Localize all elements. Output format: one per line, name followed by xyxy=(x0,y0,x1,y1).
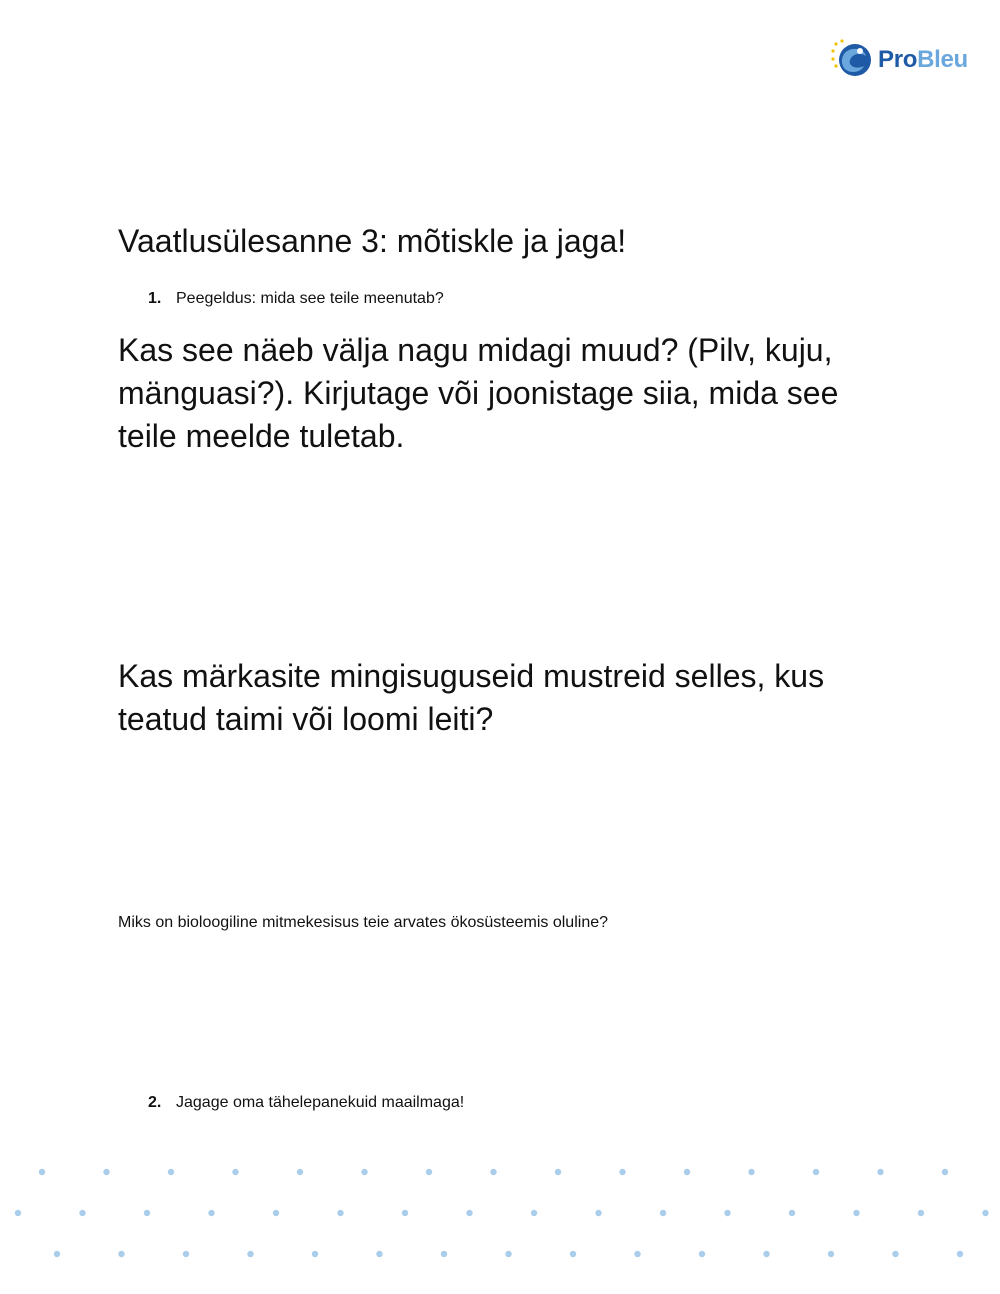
decorative-dot xyxy=(183,1251,189,1257)
decorative-dot xyxy=(232,1169,238,1175)
decorative-dot xyxy=(748,1169,754,1175)
decorative-dot xyxy=(426,1169,432,1175)
decorative-dot xyxy=(273,1210,279,1216)
logo-wordmark xyxy=(878,48,968,72)
list-item-reflection xyxy=(148,289,444,308)
decorative-dot xyxy=(555,1169,561,1175)
decorative-dot xyxy=(699,1251,705,1257)
decorative-dot xyxy=(376,1251,382,1257)
decorative-dot xyxy=(505,1251,511,1257)
decorative-dot xyxy=(103,1169,109,1175)
decorative-dot xyxy=(79,1210,85,1216)
list-item-share xyxy=(148,1093,464,1112)
decorative-dot xyxy=(813,1169,819,1175)
list-number: 2. xyxy=(148,1094,162,1111)
decorative-dot xyxy=(789,1210,795,1216)
decorative-dot xyxy=(118,1251,124,1257)
decorative-dot xyxy=(660,1210,666,1216)
decorative-dot xyxy=(570,1251,576,1257)
decorative-dot xyxy=(684,1169,690,1175)
question-looks-like: Kas see näeb välja nagu midagi muud? (Pilv, kuju, mänguasi?). Kirjutage või joonistage siia, mida see teile meelde tuletab. xyxy=(118,332,839,454)
decorative-dot xyxy=(54,1251,60,1257)
decorative-dot xyxy=(297,1169,303,1175)
decorative-dot xyxy=(619,1169,625,1175)
decorative-dot xyxy=(208,1210,214,1216)
list-number: 1. xyxy=(148,290,162,307)
decorative-dot-pattern xyxy=(0,1150,1000,1280)
decorative-dot xyxy=(877,1169,883,1175)
question-patterns: Kas märkasite mingisuguseid mustreid selles, kus teatud taimi või loomi leiti? xyxy=(118,658,825,737)
decorative-dot xyxy=(763,1251,769,1257)
decorative-dot xyxy=(466,1210,472,1216)
decorative-dot xyxy=(312,1251,318,1257)
decorative-dot xyxy=(337,1210,343,1216)
logo-bleu-text: Bleu xyxy=(917,46,968,73)
decorative-dot xyxy=(441,1251,447,1257)
page-title: Vaatlusülesanne 3: mõtiskle ja jaga! xyxy=(118,223,627,259)
decorative-dot xyxy=(918,1210,924,1216)
decorative-dot xyxy=(892,1251,898,1257)
decorative-dot xyxy=(595,1210,601,1216)
logo-pro-text: Pro xyxy=(878,46,918,73)
decorative-dot xyxy=(531,1210,537,1216)
decorative-dot xyxy=(168,1169,174,1175)
list-item-text: Jagage oma tähelepanekuid maailmaga! xyxy=(176,1094,465,1111)
decorative-dot xyxy=(361,1169,367,1175)
decorative-dot xyxy=(634,1251,640,1257)
decorative-dot xyxy=(15,1210,21,1216)
decorative-dot xyxy=(724,1210,730,1216)
decorative-dot xyxy=(247,1251,253,1257)
decorative-dot xyxy=(828,1251,834,1257)
list-item-text: Peegeldus: mida see teile meenutab? xyxy=(176,290,444,307)
decorative-dot xyxy=(490,1169,496,1175)
probleu-logo xyxy=(830,38,980,82)
decorative-dot xyxy=(39,1169,45,1175)
decorative-dot xyxy=(982,1210,988,1216)
decorative-dot xyxy=(853,1210,859,1216)
decorative-dot xyxy=(942,1169,948,1175)
decorative-dot xyxy=(144,1210,150,1216)
decorative-dot xyxy=(957,1251,963,1257)
probleu-emblem-icon xyxy=(830,38,874,82)
decorative-dot xyxy=(402,1210,408,1216)
question-biodiversity: Miks on bioloogiline mitmekesisus teie arvates ökosüsteemis oluline? xyxy=(118,914,609,931)
